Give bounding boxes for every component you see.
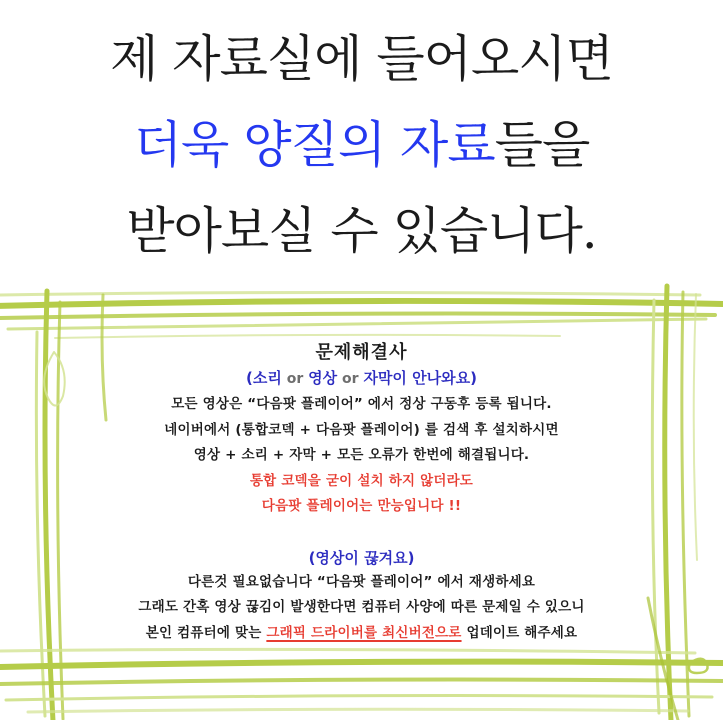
audio-heading-or1: or xyxy=(281,371,309,387)
audio-heading-part3: 자막이 안나와요) xyxy=(363,369,477,387)
header-line-1: 제 자료실에 들어오시면 xyxy=(110,30,613,88)
stutter-line-3-suffix: 업데이트 해주세요 xyxy=(461,624,578,641)
audio-red-line-1: 통합 코덱을 굳이 설치 하지 않더라도 xyxy=(249,472,474,489)
audio-line-1: 모든 영상은 “다음팟 플레이어” 에서 정상 구동후 등록 됩니다. xyxy=(171,396,552,412)
audio-section-heading xyxy=(0,365,723,392)
header-line-2-black: 들을 xyxy=(494,116,590,174)
audio-heading-part2: 영상 xyxy=(308,369,338,387)
header-line-2-blue: 더욱 양질의 자료 xyxy=(133,116,495,174)
stutter-line-3 xyxy=(0,621,723,647)
audio-line-3: 영상 + 소리 + 자막 + 모든 오류가 한번에 해결됩니다. xyxy=(193,447,530,463)
header-line-2 xyxy=(0,102,723,188)
section-gap xyxy=(0,520,723,546)
stutter-line-1: 다른것 필요없습니다 “다음팟 플레이어” 에서 재생하세요 xyxy=(187,573,536,590)
stutter-line-3-red: 그래픽 드라이버를 최신버전으로 xyxy=(266,624,462,641)
audio-red-line-2: 다음팟 플레이어는 만능입니다 !! xyxy=(261,498,462,514)
stutter-line-2: 그래도 간혹 영상 끊김이 발생한다면 컴퓨터 사양에 따른 문제일 수 있으니 xyxy=(138,599,585,615)
header-line-3: 받아보실 수 있습니다. xyxy=(126,202,597,260)
panel-title: 문제해결사 xyxy=(315,342,408,363)
stutter-section-heading: (영상이 끊겨요) xyxy=(308,548,415,567)
audio-line-2: 네이버에서 (통합코덱 + 다음팟 플레이어) 를 검색 후 설치하시면 xyxy=(164,421,559,438)
audio-heading-part1: (소리 xyxy=(246,369,282,387)
header-text xyxy=(0,16,723,274)
troubleshooting-panel xyxy=(0,341,723,646)
stutter-line-3-prefix: 본인 컴퓨터에 맞는 xyxy=(145,624,267,641)
audio-heading-or2: or xyxy=(337,371,364,387)
